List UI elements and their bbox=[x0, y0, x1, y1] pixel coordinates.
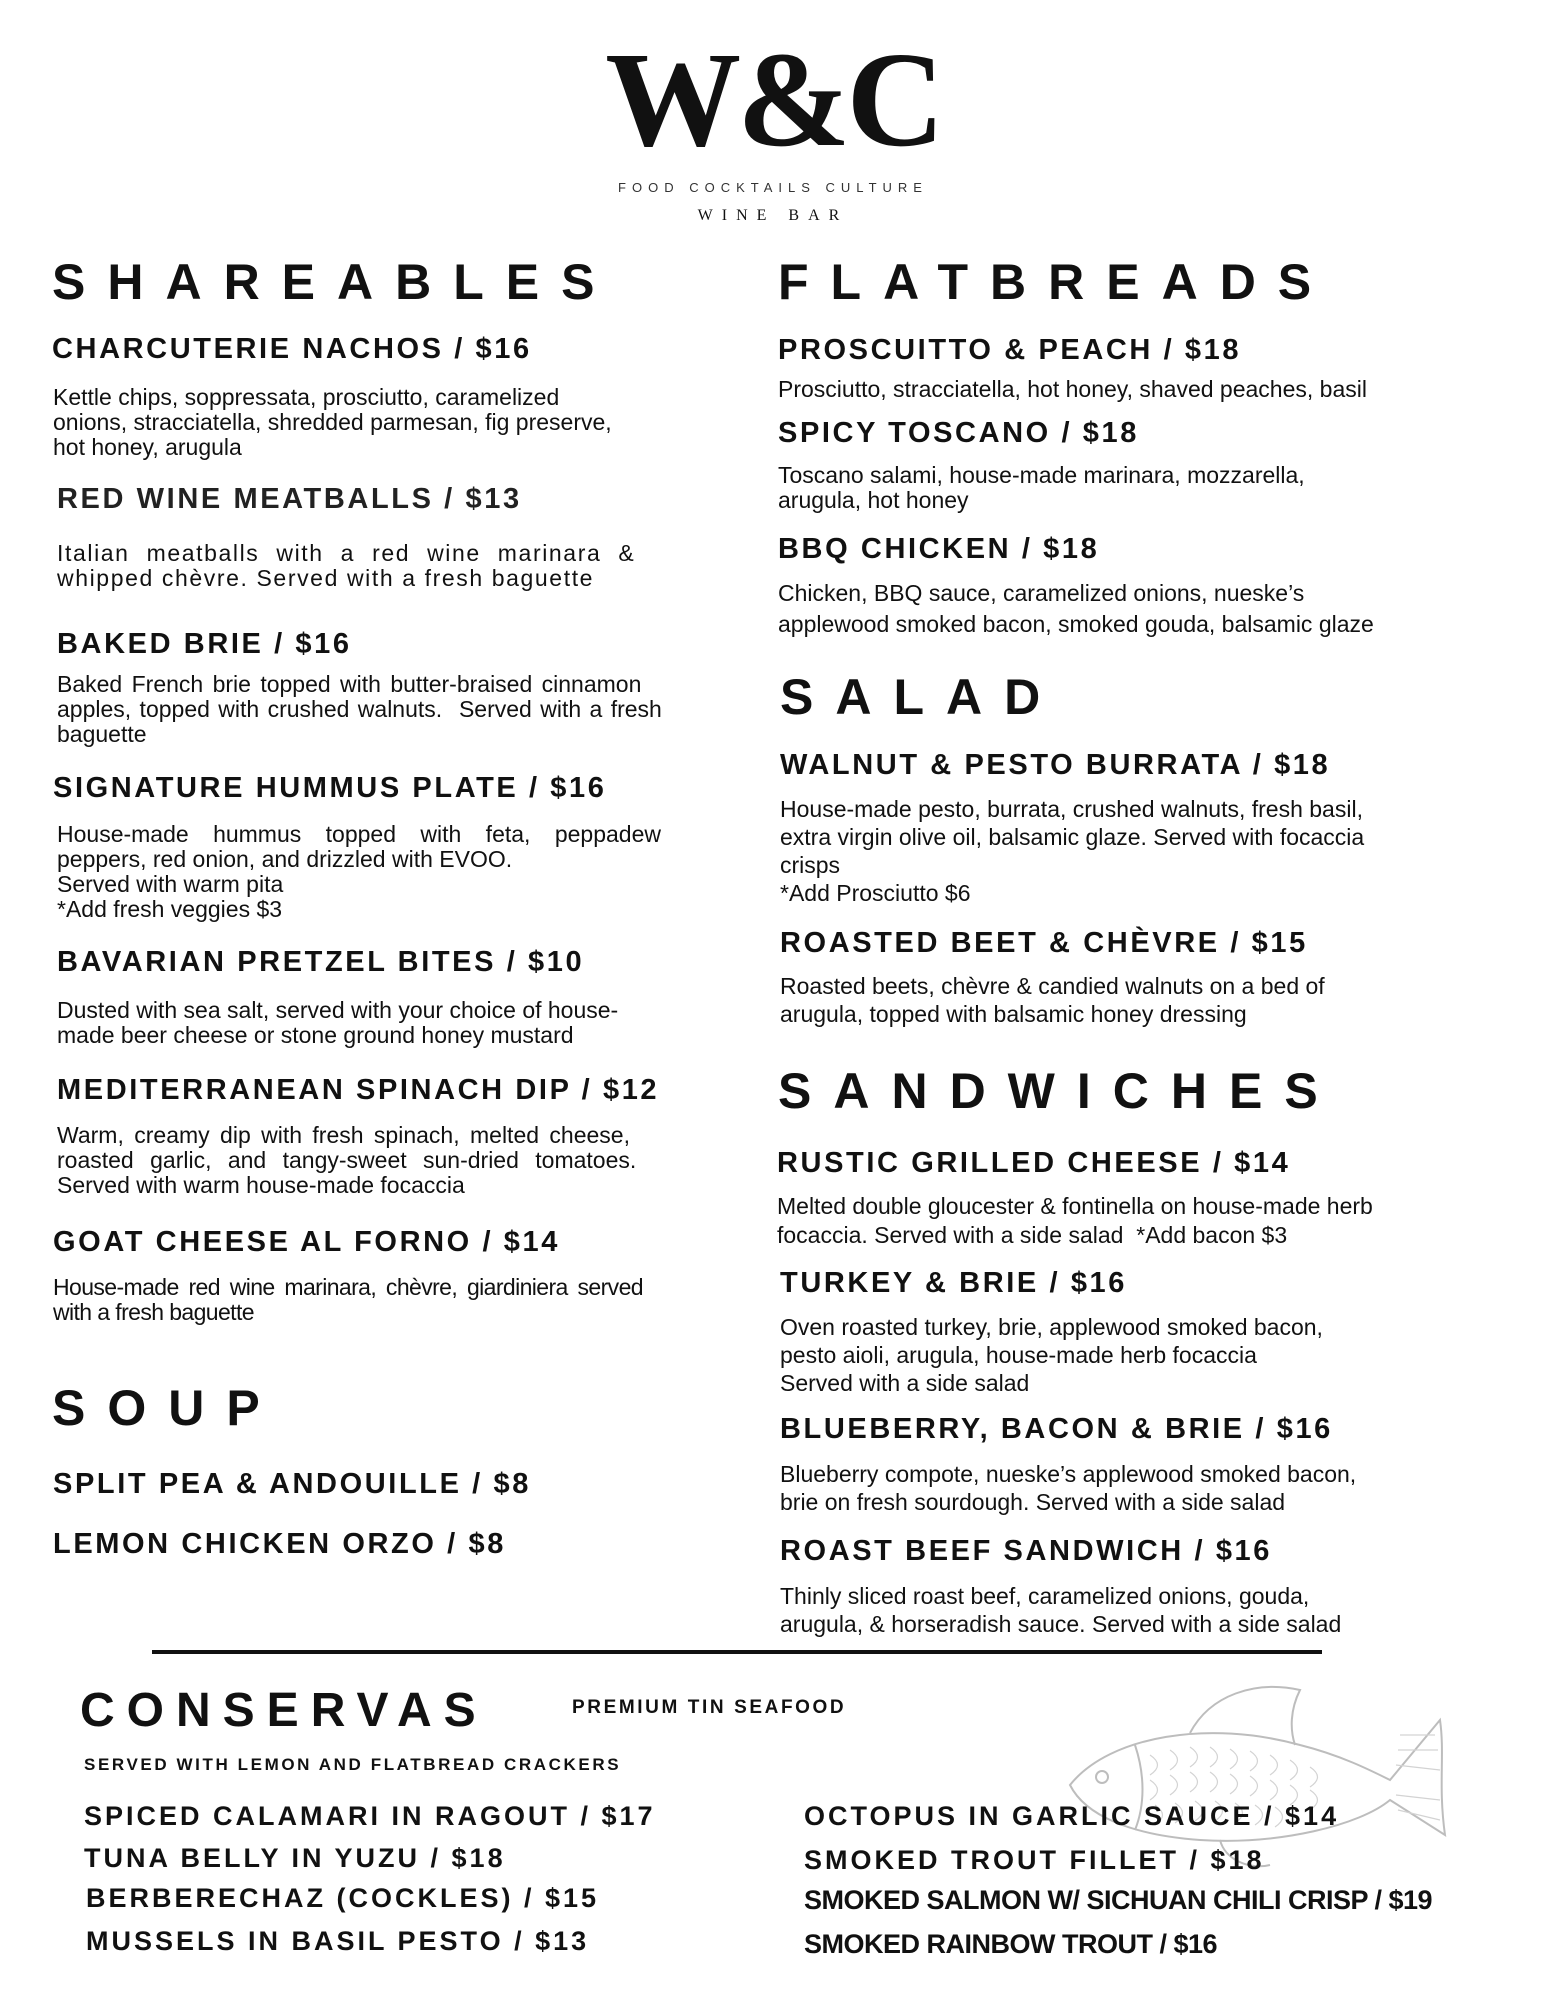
conservas-item-spiced-calamari: SPICED CALAMARI IN RAGOUT / $17 bbox=[84, 1801, 656, 1831]
desc-line: Served with a side salad bbox=[780, 1370, 1030, 1396]
desc-line: peppers, red onion, and drizzled with EVOO. bbox=[57, 846, 513, 872]
item-desc-spicy-toscano bbox=[778, 463, 1498, 513]
desc-line: Prosciutto, stracciatella, hot honey, shaved peaches, basil bbox=[778, 376, 1367, 402]
item-title-charcuterie-nachos: CHARCUTERIE NACHOS / $16 bbox=[52, 333, 532, 365]
desc-line: *Add fresh veggies $3 bbox=[57, 896, 283, 922]
item-desc-bavarian-pretzel-bites bbox=[57, 998, 717, 1048]
desc-line: House-made red wine marinara, chèvre, giardiniera served bbox=[53, 1274, 643, 1300]
desc-line: Kettle chips, soppressata, prosciutto, caramelized bbox=[53, 384, 560, 410]
flatbreads-heading: FLATBREADS bbox=[778, 254, 1334, 310]
item-desc-charcuterie-nachos bbox=[53, 385, 671, 460]
conservas-item-tuna-belly: TUNA BELLY IN YUZU / $18 bbox=[84, 1843, 506, 1873]
desc-line: extra virgin olive oil, balsamic glaze. Served with focaccia bbox=[780, 824, 1365, 850]
soup-item-split-pea: SPLIT PEA & ANDOUILLE / $8 bbox=[53, 1468, 531, 1500]
section-divider bbox=[152, 1650, 1322, 1654]
item-title-walnut-pesto-burrata: WALNUT & PESTO BURRATA / $18 bbox=[780, 749, 1331, 781]
desc-line: brie on fresh sourdough. Served with a side salad bbox=[780, 1489, 1286, 1515]
item-title-proscuitto-peach: PROSCUITTO & PEACH / $18 bbox=[778, 334, 1242, 366]
desc-line: Thinly sliced roast beef, caramelized onions, gouda, bbox=[780, 1583, 1310, 1609]
soup-heading: SOUP bbox=[52, 1380, 282, 1436]
desc-line: House-made hummus topped with feta, peppadew bbox=[57, 821, 661, 847]
item-desc-rustic-grilled-cheese bbox=[777, 1192, 1517, 1250]
desc-line: *Add Prosciutto $6 bbox=[780, 880, 971, 906]
desc-line: focaccia. Served with a side salad *Add bacon $3 bbox=[777, 1222, 1288, 1248]
item-desc-roasted-beet-chevre bbox=[780, 972, 1500, 1028]
shareables-heading: SHAREABLES bbox=[52, 254, 617, 310]
desc-line: Served with warm pita bbox=[57, 871, 284, 897]
conservas-item-smoked-rainbow-trout: SMOKED RAINBOW TROUT / $16 bbox=[804, 1929, 1218, 1959]
conservas-item-smoked-trout-fillet: SMOKED TROUT FILLET / $18 bbox=[804, 1845, 1265, 1875]
desc-line: hot honey, arugula bbox=[53, 434, 242, 460]
desc-line: arugula, hot honey bbox=[778, 487, 969, 513]
item-desc-bbq-chicken bbox=[778, 578, 1498, 640]
desc-line: pesto aioli, arugula, house-made herb focaccia bbox=[780, 1342, 1257, 1368]
desc-line: Oven roasted turkey, brie, applewood smoked bacon, bbox=[780, 1314, 1323, 1340]
desc-line: Toscano salami, house-made marinara, mozzarella, bbox=[778, 462, 1305, 488]
conservas-item-octopus: OCTOPUS IN GARLIC SAUCE / $14 bbox=[804, 1801, 1340, 1831]
desc-line: with a fresh baguette bbox=[53, 1299, 254, 1325]
item-desc-blueberry-bacon-brie bbox=[780, 1460, 1500, 1516]
wine-bar-subtitle: WINE BAR bbox=[697, 207, 849, 224]
desc-line: Melted double gloucester & fontinella on house-made herb bbox=[777, 1193, 1373, 1219]
conservas-heading: CONSERVAS bbox=[80, 1684, 488, 1737]
tagline: FOOD COCKTAILS CULTURE bbox=[618, 180, 928, 195]
item-title-bavarian-pretzel-bites: BAVARIAN PRETZEL BITES / $10 bbox=[57, 946, 585, 978]
desc-line: apples, topped with crushed walnuts. Served with a fresh bbox=[57, 696, 662, 722]
desc-line: Italian meatballs with a red wine marinara & bbox=[57, 540, 636, 566]
desc-line: Warm, creamy dip with fresh spinach, melted cheese, bbox=[57, 1122, 630, 1148]
soup-item-lemon-chicken-orzo: LEMON CHICKEN ORZO / $8 bbox=[53, 1528, 506, 1560]
desc-line: applewood smoked bacon, smoked gouda, balsamic glaze bbox=[778, 611, 1374, 637]
desc-line: Roasted beets, chèvre & candied walnuts on a bed of bbox=[780, 973, 1325, 999]
item-title-baked-brie: BAKED BRIE / $16 bbox=[57, 628, 352, 660]
desc-line: made beer cheese or stone ground honey mustard bbox=[57, 1022, 574, 1048]
conservas-item-mussels: MUSSELS IN BASIL PESTO / $13 bbox=[86, 1926, 590, 1956]
desc-line: arugula, & horseradish sauce. Served with a side salad bbox=[780, 1611, 1342, 1637]
item-desc-signature-hummus-plate bbox=[57, 822, 717, 922]
item-title-red-wine-meatballs: RED WINE MEATBALLS / $13 bbox=[57, 483, 522, 515]
item-desc-mediterranean-spinach-dip bbox=[57, 1123, 717, 1198]
conservas-item-smoked-salmon: SMOKED SALMON W/ SICHUAN CHILI CRISP / $19 bbox=[804, 1885, 1433, 1915]
conservas-item-berberechaz: BERBERECHAZ (COCKLES) / $15 bbox=[86, 1883, 600, 1913]
logo: W&C bbox=[605, 25, 941, 175]
desc-line: Blueberry compote, nueske’s applewood smoked bacon, bbox=[780, 1461, 1357, 1487]
item-title-blueberry-bacon-brie: BLUEBERRY, BACON & BRIE / $16 bbox=[780, 1413, 1333, 1445]
desc-line: crisps bbox=[780, 852, 841, 878]
item-title-goat-cheese-al-forno: GOAT CHEESE AL FORNO / $14 bbox=[53, 1226, 560, 1258]
item-desc-baked-brie bbox=[57, 672, 737, 747]
item-desc-roast-beef-sandwich bbox=[780, 1582, 1500, 1638]
item-title-rustic-grilled-cheese: RUSTIC GRILLED CHEESE / $14 bbox=[777, 1147, 1291, 1179]
item-desc-red-wine-meatballs bbox=[57, 541, 677, 591]
desc-line: House-made pesto, burrata, crushed walnuts, fresh basil, bbox=[780, 796, 1363, 822]
sandwiches-heading: SANDWICHES bbox=[778, 1063, 1340, 1119]
desc-line: Chicken, BBQ sauce, caramelized onions, nueske’s bbox=[778, 580, 1305, 606]
item-desc-proscuitto-peach bbox=[778, 377, 1498, 402]
desc-line: Baked French brie topped with butter-braised cinnamon bbox=[57, 671, 642, 697]
conservas-tag: PREMIUM TIN SEAFOOD bbox=[572, 1697, 847, 1718]
item-title-bbq-chicken: BBQ CHICKEN / $18 bbox=[778, 533, 1100, 565]
item-desc-walnut-pesto-burrata bbox=[780, 795, 1500, 907]
desc-line: Served with warm house-made focaccia bbox=[57, 1172, 465, 1198]
salad-heading: SALAD bbox=[780, 669, 1063, 725]
desc-line: roasted garlic, and tangy-sweet sun-dried tomatoes. bbox=[57, 1147, 637, 1173]
item-title-roast-beef-sandwich: ROAST BEEF SANDWICH / $16 bbox=[780, 1535, 1272, 1567]
desc-line: Dusted with sea salt, served with your choice of house- bbox=[57, 997, 619, 1023]
conservas-note: SERVED WITH LEMON AND FLATBREAD CRACKERS bbox=[84, 1755, 622, 1774]
desc-line: whipped chèvre. Served with a fresh baguette bbox=[57, 565, 595, 591]
item-title-spicy-toscano: SPICY TOSCANO / $18 bbox=[778, 417, 1139, 449]
desc-line: arugula, topped with balsamic honey dressing bbox=[780, 1001, 1247, 1027]
desc-line: onions, stracciatella, shredded parmesan, fig preserve, bbox=[53, 409, 612, 435]
item-title-mediterranean-spinach-dip: MEDITERRANEAN SPINACH DIP / $12 bbox=[57, 1074, 660, 1106]
item-title-signature-hummus-plate: SIGNATURE HUMMUS PLATE / $16 bbox=[53, 772, 607, 804]
item-desc-turkey-brie bbox=[780, 1313, 1500, 1397]
item-desc-goat-cheese-al-forno bbox=[53, 1275, 723, 1325]
item-title-roasted-beet-chevre: ROASTED BEET & CHÈVRE / $15 bbox=[780, 927, 1308, 959]
item-title-turkey-brie: TURKEY & BRIE / $16 bbox=[780, 1267, 1128, 1299]
desc-line: baguette bbox=[57, 721, 147, 747]
